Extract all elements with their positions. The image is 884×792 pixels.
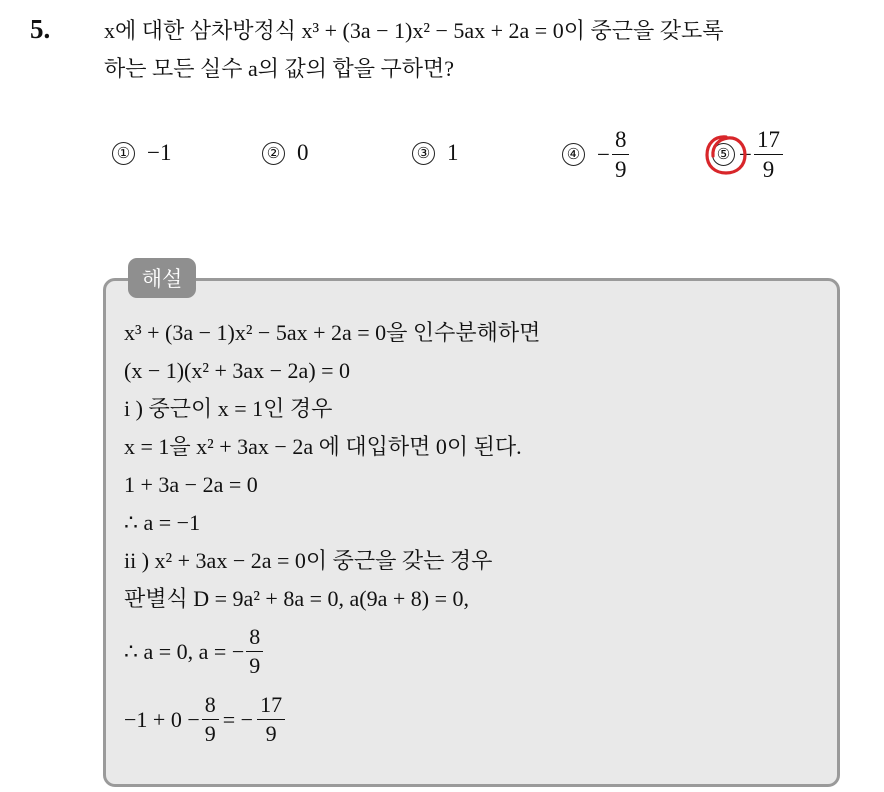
solution-line-5: 1 + 3a − 2a = 0 (124, 472, 258, 497)
choice-4-numerator: 8 (612, 128, 630, 155)
solution-tag: 해설 (128, 258, 196, 298)
choice-3[interactable] (412, 140, 459, 166)
choice-1-value: −1 (147, 140, 172, 165)
solution-line-7: ii ) x² + 3ax − 2a = 0이 중근을 갖는 경우 (124, 548, 493, 573)
choice-4-mark: ④ (562, 143, 585, 166)
choice-2-mark: ② (262, 142, 285, 165)
solution-line-10-denominator-2: 9 (265, 721, 277, 746)
solution-line-9 (124, 626, 265, 677)
answer-mark-circle-icon (702, 132, 750, 178)
solution-line-10-prefix: −1 + 0 − (124, 706, 200, 732)
solution-line-10 (124, 694, 287, 745)
choice-4[interactable] (562, 128, 631, 181)
choice-5-mark: ⑤ (712, 143, 735, 166)
choice-3-mark: ③ (412, 142, 435, 165)
solution-line-9-denominator: 9 (249, 653, 261, 678)
question-text-line-1: x에 대한 삼차방정식 x³ + (3a − 1)x² − 5ax + 2a = 0이 중근을 갖도록 (104, 18, 724, 43)
choice-1[interactable] (112, 140, 171, 166)
choice-4-denominator: 9 (614, 157, 627, 182)
choice-5-denominator: 9 (762, 157, 775, 182)
choice-5-fraction (754, 128, 783, 181)
question-number: 5. (30, 14, 51, 44)
solution-line-9-numerator: 8 (246, 626, 263, 652)
choice-4-fraction (612, 128, 630, 181)
solution-line-10-numerator-2: 17 (257, 694, 285, 720)
solution-line-6: ∴ a = −1 (124, 510, 201, 535)
solution-line-10-fraction-2 (257, 694, 285, 745)
choice-3-value: 1 (447, 140, 459, 165)
solution-line-10-mid: = − (222, 706, 254, 732)
choice-2[interactable] (262, 140, 309, 166)
choice-4-sign: − (597, 141, 610, 167)
solution-line-10-numerator-1: 8 (202, 694, 219, 720)
choice-1-mark: ① (112, 142, 135, 165)
question-text-line-2: 하는 모든 실수 a의 값의 합을 구하면? (104, 56, 455, 81)
solution-line-3: i ) 중근이 x = 1인 경우 (124, 396, 333, 421)
solution-line-10-fraction-1 (202, 694, 219, 745)
choice-2-value: 0 (297, 140, 309, 165)
solution-line-9-fraction (246, 626, 263, 677)
choice-5-numerator: 17 (754, 128, 783, 155)
solution-line-4: x = 1을 x² + 3ax − 2a 에 대입하면 0이 된다. (124, 434, 522, 459)
solution-line-2: (x − 1)(x² + 3ax − 2a) = 0 (124, 358, 351, 383)
solution-line-9-prefix: ∴ a = 0, a = − (124, 638, 245, 664)
solution-line-10-denominator-1: 9 (204, 721, 216, 746)
choice-5-sign: − (739, 141, 752, 167)
solution-line-1: x³ + (3a − 1)x² − 5ax + 2a = 0을 인수분해하면 (124, 320, 541, 345)
solution-line-8: 판별식 D = 9a² + 8a = 0, a(9a + 8) = 0, (124, 586, 469, 611)
